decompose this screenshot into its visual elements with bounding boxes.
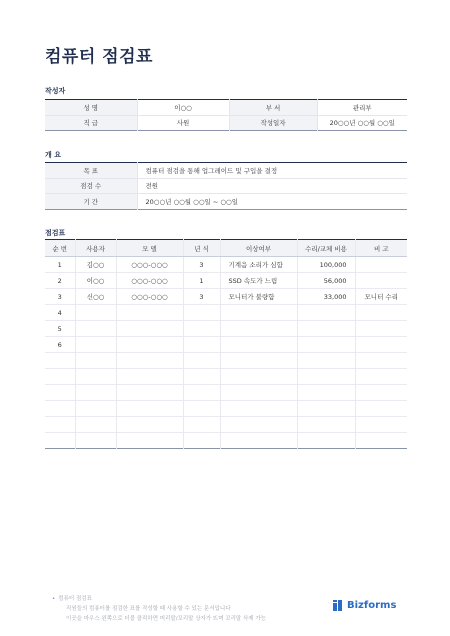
row-cost[interactable] — [297, 369, 355, 385]
name-label: 성 명 — [45, 100, 137, 116]
goal-label: 목 표 — [45, 163, 137, 179]
row-note[interactable] — [355, 305, 407, 321]
brand-logo — [333, 600, 396, 611]
page-title: 컴퓨터 점검표 — [45, 47, 153, 67]
table-row — [45, 385, 407, 401]
row-issue[interactable] — [220, 321, 297, 337]
row-user[interactable] — [75, 337, 116, 353]
row-issue[interactable]: 모니터가 불량함 — [220, 289, 297, 305]
department-value[interactable]: 관리부 — [317, 100, 407, 116]
row-year[interactable] — [183, 321, 220, 337]
header-model: 모 델 — [116, 240, 183, 257]
row-user[interactable]: 신○○ — [75, 289, 116, 305]
row-model[interactable]: ○○○-○○○ — [116, 257, 183, 273]
row-model[interactable] — [116, 401, 183, 417]
position-label: 직 급 — [45, 115, 137, 131]
row-note[interactable]: 모니터 수리 — [355, 289, 407, 305]
row-user[interactable] — [75, 433, 116, 449]
bizforms-logo-icon — [333, 600, 344, 611]
row-issue[interactable]: SSD 속도가 느림 — [220, 273, 297, 289]
writer-section-label: 작성자 — [45, 87, 66, 95]
overview-section-label: 개 요 — [45, 151, 61, 159]
row-cost[interactable] — [297, 385, 355, 401]
brand-name: Bizforms — [347, 600, 397, 611]
date-label: 작성일자 — [229, 115, 317, 131]
row-user[interactable]: 이○○ — [75, 273, 116, 289]
row-no: 5 — [45, 321, 75, 337]
row-year[interactable] — [183, 353, 220, 369]
row-note[interactable] — [355, 385, 407, 401]
row-model[interactable] — [116, 369, 183, 385]
row-user[interactable]: 김○○ — [75, 257, 116, 273]
header-issue: 이상여부 — [220, 240, 297, 257]
overview-row — [45, 178, 407, 194]
row-note[interactable] — [355, 257, 407, 273]
row-year[interactable] — [183, 385, 220, 401]
row-no — [45, 385, 75, 401]
row-note[interactable] — [355, 337, 407, 353]
table-row — [45, 401, 407, 417]
row-cost[interactable] — [297, 305, 355, 321]
table-row — [45, 257, 407, 273]
row-cost[interactable] — [297, 321, 355, 337]
table-row — [45, 417, 407, 433]
row-user[interactable] — [75, 417, 116, 433]
check-header-row — [45, 240, 407, 257]
row-year[interactable]: 1 — [183, 273, 220, 289]
row-cost[interactable]: 56,000 — [297, 273, 355, 289]
header-cost: 수리/교체 비용 — [297, 240, 355, 257]
row-cost[interactable] — [297, 433, 355, 449]
row-year[interactable]: 3 — [183, 289, 220, 305]
row-model[interactable] — [116, 353, 183, 369]
row-year[interactable] — [183, 433, 220, 449]
footer-title: 컴퓨터 점검표 — [58, 596, 92, 602]
row-note[interactable] — [355, 321, 407, 337]
check-section-label: 점검표 — [45, 229, 66, 237]
row-model[interactable] — [116, 305, 183, 321]
row-user[interactable] — [75, 305, 116, 321]
table-row — [45, 433, 407, 449]
row-issue[interactable] — [220, 353, 297, 369]
writer-row — [45, 115, 407, 131]
row-user[interactable] — [75, 385, 116, 401]
row-model[interactable] — [116, 337, 183, 353]
table-row — [45, 353, 407, 369]
table-row — [45, 305, 407, 321]
row-issue[interactable] — [220, 417, 297, 433]
row-no: 6 — [45, 337, 75, 353]
row-no — [45, 369, 75, 385]
row-issue[interactable] — [220, 337, 297, 353]
row-user[interactable] — [75, 321, 116, 337]
row-model[interactable] — [116, 433, 183, 449]
check-table — [45, 239, 407, 449]
table-row — [45, 321, 407, 337]
position-value[interactable]: 사원 — [137, 115, 229, 131]
department-label: 부 서 — [229, 100, 317, 116]
row-no: 3 — [45, 289, 75, 305]
header-no: 순 번 — [45, 240, 75, 257]
row-no: 4 — [45, 305, 75, 321]
table-row — [45, 289, 407, 305]
row-issue[interactable] — [220, 305, 297, 321]
row-issue[interactable] — [220, 385, 297, 401]
footer-hint: 이곳을 마우스 왼쪽으로 더블 클릭하면 머리말/꼬리말 상자가 뜨며 꼬리말 삭제 가능 — [66, 616, 266, 622]
row-year[interactable]: 3 — [183, 257, 220, 273]
row-no: 1 — [45, 257, 75, 273]
row-model[interactable] — [116, 385, 183, 401]
writer-table — [45, 99, 407, 131]
check-count-label: 점검 수 — [45, 178, 137, 194]
period-value[interactable]: 20○○년 ○○월 ○○일 ~ ○○일 — [137, 194, 407, 210]
table-row — [45, 273, 407, 289]
header-year: 년 식 — [183, 240, 220, 257]
row-no — [45, 417, 75, 433]
row-note[interactable] — [355, 273, 407, 289]
row-no — [45, 433, 75, 449]
row-issue[interactable] — [220, 401, 297, 417]
row-cost[interactable]: 100,000 — [297, 257, 355, 273]
row-issue[interactable]: 기계음 소리가 심함 — [220, 257, 297, 273]
table-row — [45, 369, 407, 385]
date-value[interactable]: 20○○년 ○○월 ○○일 — [317, 115, 407, 131]
row-cost[interactable] — [297, 401, 355, 417]
row-note[interactable] — [355, 401, 407, 417]
overview-row — [45, 194, 407, 210]
row-cost[interactable] — [297, 353, 355, 369]
row-model[interactable] — [116, 417, 183, 433]
row-user[interactable] — [75, 369, 116, 385]
row-year[interactable] — [183, 337, 220, 353]
table-row — [45, 337, 407, 353]
goal-value[interactable]: 컴퓨터 점검을 통해 업그레이드 및 구입을 결정 — [137, 163, 407, 179]
row-cost[interactable] — [297, 417, 355, 433]
footer-description: 직원들의 컴퓨터를 점검한 표를 작성할 때 사용할 수 있는 문서입니다 — [66, 606, 231, 612]
row-no: 2 — [45, 273, 75, 289]
row-year[interactable] — [183, 401, 220, 417]
row-cost[interactable]: 33,000 — [297, 289, 355, 305]
row-issue[interactable] — [220, 433, 297, 449]
row-year[interactable] — [183, 417, 220, 433]
row-year[interactable] — [183, 369, 220, 385]
overview-row — [45, 163, 407, 179]
header-note: 비 고 — [355, 240, 407, 257]
row-user[interactable] — [75, 401, 116, 417]
row-model[interactable]: ○○○-○○○ — [116, 273, 183, 289]
row-model[interactable]: ○○○-○○○ — [116, 289, 183, 305]
row-note[interactable] — [355, 417, 407, 433]
writer-row — [45, 100, 407, 116]
row-no — [45, 353, 75, 369]
overview-table — [45, 162, 407, 210]
period-label: 기 간 — [45, 194, 137, 210]
row-no — [45, 401, 75, 417]
row-year[interactable] — [183, 305, 220, 321]
row-note[interactable] — [355, 433, 407, 449]
name-value[interactable]: 이○○ — [137, 100, 229, 116]
bullet-icon: • — [52, 596, 56, 602]
row-user[interactable] — [75, 353, 116, 369]
row-note[interactable] — [355, 369, 407, 385]
header-user: 사용자 — [75, 240, 116, 257]
footer — [52, 594, 266, 624]
row-model[interactable] — [116, 321, 183, 337]
row-note[interactable] — [355, 353, 407, 369]
check-count-value[interactable]: 전원 — [137, 178, 407, 194]
row-cost[interactable] — [297, 337, 355, 353]
row-issue[interactable] — [220, 369, 297, 385]
